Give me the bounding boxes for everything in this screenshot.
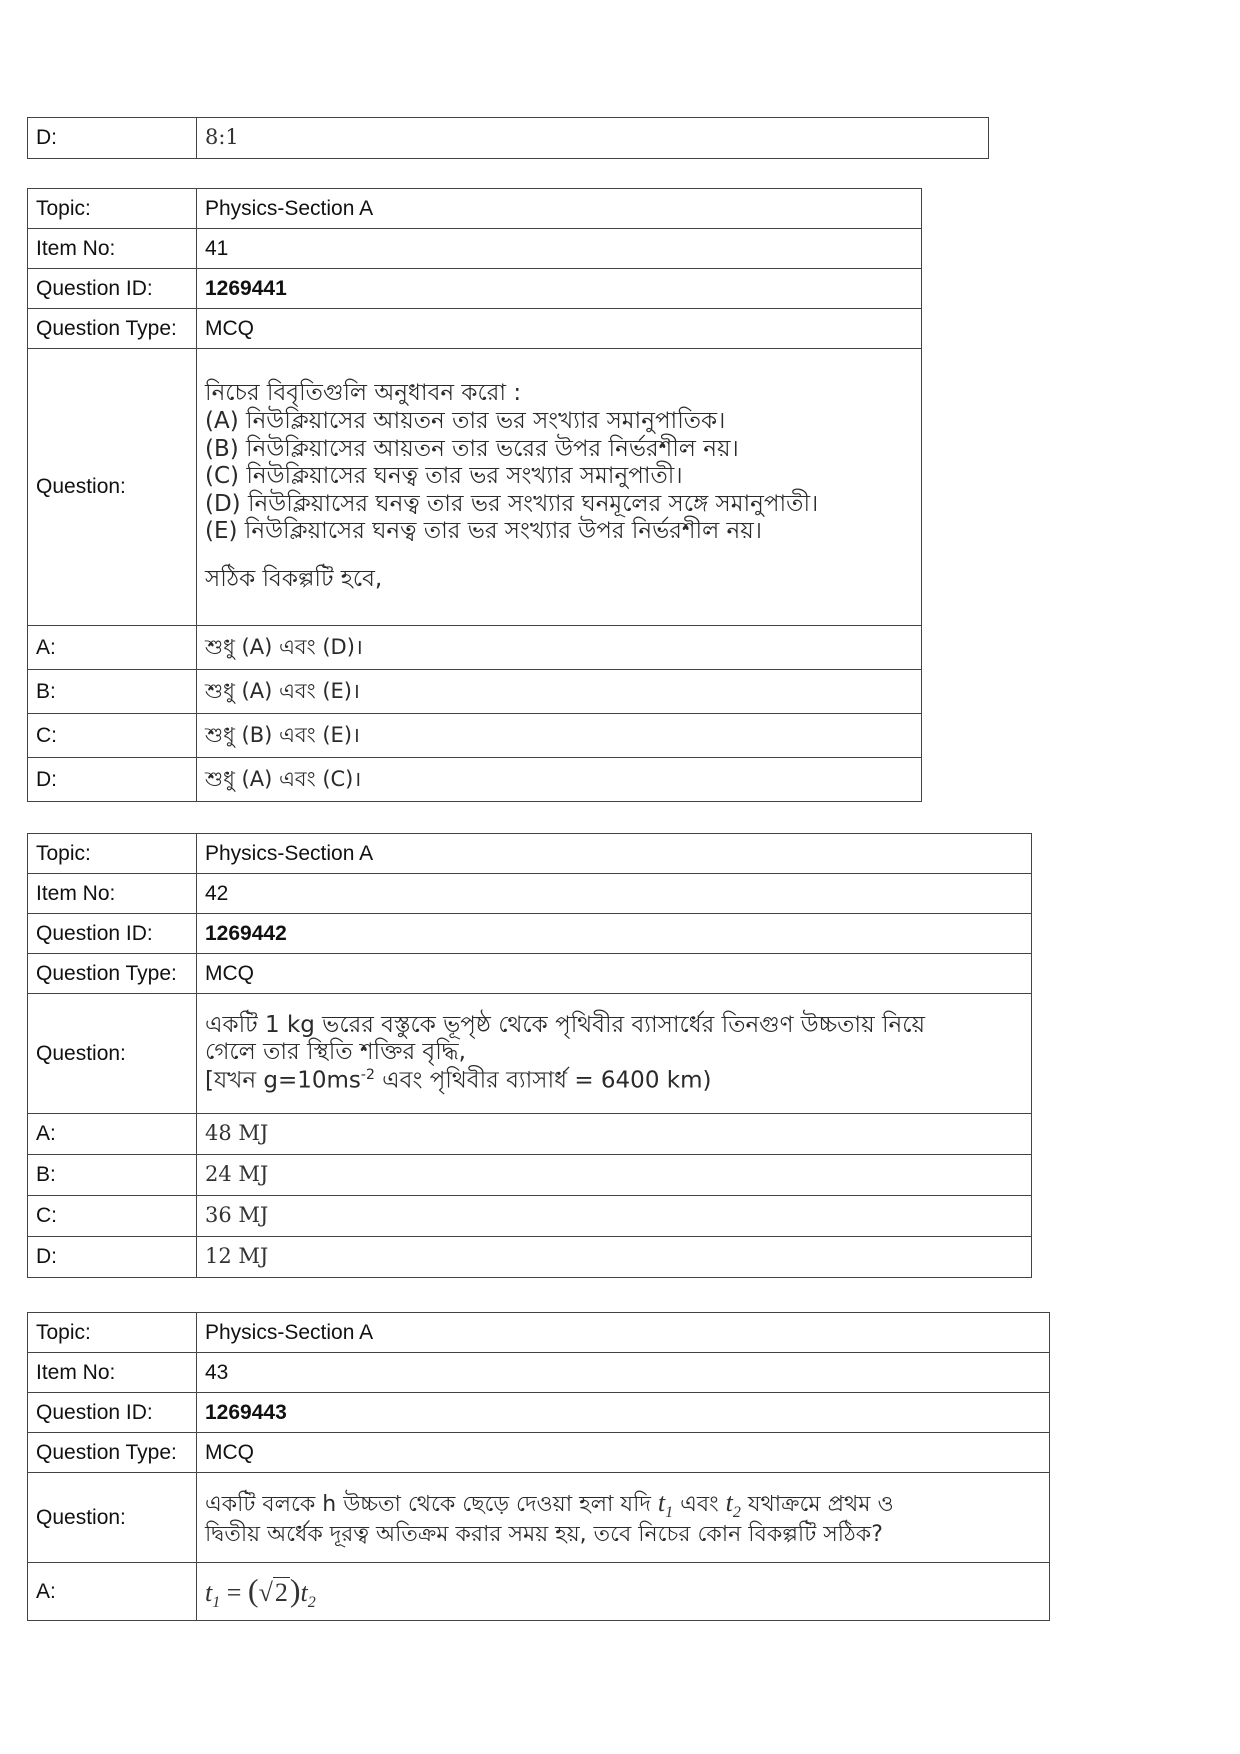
question-41-table xyxy=(27,188,922,802)
option-c-label: C: xyxy=(28,714,197,758)
statement-e: (E) নিউক্লিয়াসের ঘনত্ব তার ভর সংখ্যার উপর নির্ভরশীল নয়। xyxy=(205,518,763,545)
previous-question-table xyxy=(27,117,989,159)
question-line-1: একটি বলকে h উচ্চতা থেকে ছেড়ে দেওয়া হলা যদি $t_1$ এবং $t_2$ যথাক্রমে প্রথম ও xyxy=(205,1487,894,1521)
option-d-label: D: xyxy=(28,118,197,159)
question-label: Question: xyxy=(28,349,197,626)
question-text xyxy=(197,1473,1050,1563)
statement-c: (C) নিউক্লিয়াসের ঘনত্ব তার ভর সংখ্যার সমানুপাতী। xyxy=(205,463,683,490)
option-b-label: B: xyxy=(28,670,197,714)
question-type-value: MCQ xyxy=(197,309,922,349)
question-text xyxy=(197,994,1032,1114)
statement-d: (D) নিউক্লিয়াসের ঘনত্ব তার ভর সংখ্যার ঘনমূলের সঙ্গে সমানুপাতী। xyxy=(205,490,819,517)
topic-value: Physics-Section A xyxy=(197,1313,1050,1353)
option-b-label: B: xyxy=(28,1155,197,1196)
question-id-value: 1269442 xyxy=(205,921,287,945)
question-id-label: Question ID: xyxy=(28,914,197,954)
t2-symbol: $t_2$ xyxy=(725,1487,741,1521)
question-43-table xyxy=(27,1312,1050,1621)
question-id-value: 1269443 xyxy=(205,1400,287,1424)
option-b-value: শুধু (A) এবং (E)। xyxy=(197,670,922,714)
question-line-1: একটি 1 kg ভরের বস্তুকে ভূপৃষ্ঠ থেকে পৃথিবীর ব্যাসার্ধের তিনগুণ উচ্চতায় নিয়ে xyxy=(205,1011,926,1038)
item-no-value: 41 xyxy=(197,229,922,269)
option-d-value: শুধু (A) এবং (C)। xyxy=(197,758,922,802)
question-type-label: Question Type: xyxy=(28,309,197,349)
item-no-value: 43 xyxy=(197,1353,1050,1393)
question-label: Question: xyxy=(28,994,197,1114)
option-a-value: শুধু (A) এবং (D)। xyxy=(197,626,922,670)
item-no-label: Item No: xyxy=(28,1353,197,1393)
item-no-label: Item No: xyxy=(28,229,197,269)
topic-label: Topic: xyxy=(28,189,197,229)
option-a-value xyxy=(197,1563,1050,1621)
question-type-value: MCQ xyxy=(197,1433,1050,1473)
question-line-2: দ্বিতীয় অর্ধেক দূরত্ব অতিক্রম করার সময় হয়, তবে নিচের কোন বিকল্পটি সঠিক? xyxy=(205,1521,883,1547)
question-42-table xyxy=(27,833,1032,1278)
option-c-label: C: xyxy=(28,1196,197,1237)
question-id-label: Question ID: xyxy=(28,269,197,309)
question-label: Question: xyxy=(28,1473,197,1563)
question-intro: নিচের বিবৃতিগুলি অনুধাবন করো : xyxy=(205,380,522,407)
item-no-value: 42 xyxy=(197,874,1032,914)
question-type-value: MCQ xyxy=(197,954,1032,994)
option-a-equation: $t_1 = (√2)t_2$ xyxy=(205,1571,316,1611)
question-id-value: 1269441 xyxy=(205,276,287,300)
question-line-3: [যখন $g=10ms^{-2}$ এবং পৃথিবীর ব্যাসার্ধ = 6400 km) xyxy=(205,1066,712,1094)
option-a-label: A: xyxy=(28,1563,197,1621)
option-b-value: 24 MJ xyxy=(197,1155,1032,1196)
option-d-value: 8:1 xyxy=(197,118,989,159)
option-a-label: A: xyxy=(28,1114,197,1155)
question-id-label: Question ID: xyxy=(28,1393,197,1433)
option-c-value: 36 MJ xyxy=(197,1196,1032,1237)
question-outro: সঠিক বিকল্পটি হবে, xyxy=(205,565,383,592)
topic-label: Topic: xyxy=(28,834,197,874)
option-a-value: 48 MJ xyxy=(197,1114,1032,1155)
question-type-label: Question Type: xyxy=(28,954,197,994)
option-a-label: A: xyxy=(28,626,197,670)
option-d-label: D: xyxy=(28,1237,197,1278)
option-d-label: D: xyxy=(28,758,197,802)
option-c-value: শুধু (B) এবং (E)। xyxy=(197,714,922,758)
t1-symbol: $t_1$ xyxy=(657,1487,674,1521)
topic-value: Physics-Section A xyxy=(197,834,1032,874)
option-d-value: 12 MJ xyxy=(197,1237,1032,1278)
item-no-label: Item No: xyxy=(28,874,197,914)
question-text xyxy=(197,349,922,626)
statement-a: (A) নিউক্লিয়াসের আয়তন তার ভর সংখ্যার সমানুপাতিক। xyxy=(205,408,726,435)
statement-b: (B) নিউক্লিয়াসের আয়তন তার ভরের উপর নির্ভরশীল নয়। xyxy=(205,435,739,462)
question-type-label: Question Type: xyxy=(28,1433,197,1473)
topic-label: Topic: xyxy=(28,1313,197,1353)
topic-value: Physics-Section A xyxy=(197,189,922,229)
question-line-2: গেলে তার স্থিতি শক্তির বৃদ্ধি, xyxy=(205,1039,466,1066)
